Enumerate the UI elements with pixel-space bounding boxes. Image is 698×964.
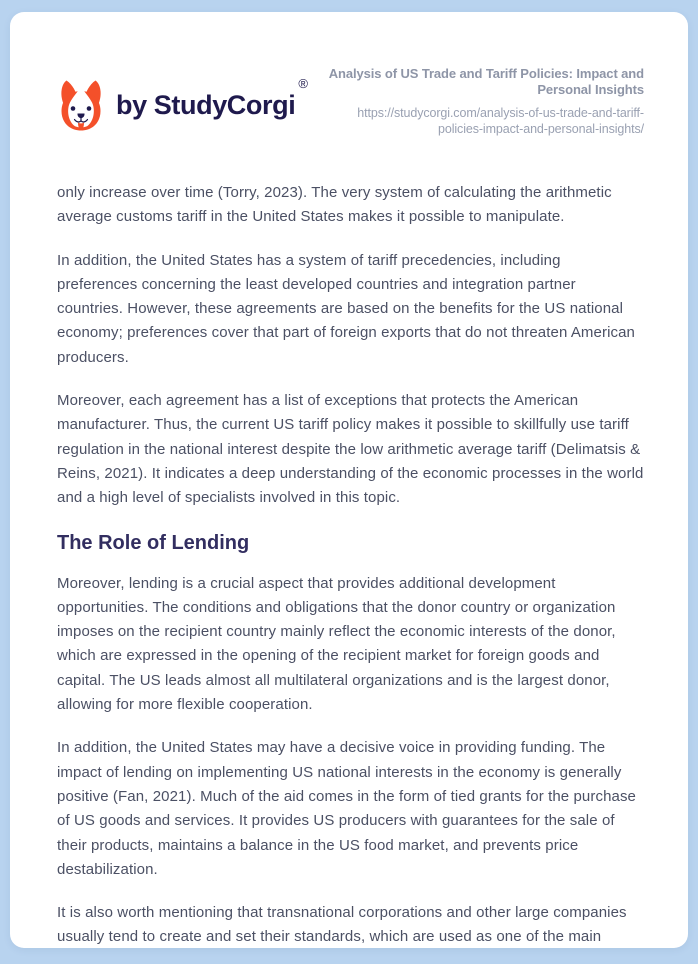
article-content bbox=[57, 181, 644, 948]
registered-trademark-icon: ® bbox=[298, 76, 308, 91]
paragraph: Moreover, each agreement has a list of exceptions that protects the American manufacturer. Thus, the current US tariff policy makes it possible to skillfully use tariff regulation in the national interest despite the low arithmetic average tariff (Delimatsis & Reins, 2021). It indicates a deep understanding of the economic processes in the world and a high level of specialists involved in this topic. bbox=[57, 392, 644, 507]
studycorgi-logo bbox=[57, 76, 308, 132]
document-header bbox=[57, 64, 644, 137]
document-url-link[interactable]: https://studycorgi.com/analysis-of-us-trade-and-tariff-policies-impact-and-personal-insights/ bbox=[357, 106, 644, 136]
paragraph: only increase over time (Torry, 2023). The very system of calculating the arithmetic average customs tariff in the United States makes it possible to manipulate. bbox=[57, 184, 612, 226]
document-title: Analysis of US Trade and Tariff Policies: Impact and Personal Insights bbox=[328, 66, 644, 97]
paragraph: In addition, the United States may have a decisive voice in providing funding. The impact of lending on implementing US national interests in the economy is generally positive (Fan, 2021). Much of the aid comes in the form of tied grants for the purchase of US goods and services. It provides US producers with guarantees for the sale of their products, maintains a balance in the US food market, and prevents price destabilization. bbox=[57, 739, 636, 878]
section-heading: The Role of Lending bbox=[57, 531, 250, 554]
paragraph: Moreover, lending is a crucial aspect that provides additional development opportunities. The conditions and obligations that the donor country or organization imposes on the recipient country mainly reflect the economic interests of the donor, which are expressed in the opening of the recipient market for foreign goods and capital. The US leads almost all multilateral organizations and is the largest donor, allowing for more flexible cooperation. bbox=[57, 574, 616, 714]
document-card bbox=[10, 12, 688, 948]
paragraph: In addition, the United States has a system of tariff precedencies, including preferences concerning the least developed countries and integration partner countries. However, these agreements are based on the benefits for the US national economy; preferences cover that part of foreign exports that do not threaten American producers. bbox=[57, 251, 635, 366]
brand-name: by StudyCorgi bbox=[116, 90, 296, 120]
document-meta bbox=[314, 64, 644, 137]
corgi-logo-icon bbox=[57, 79, 105, 132]
paragraph: It is also worth mentioning that transnational corporations and other large companies usually tend to create and set their standards, which are used as one of the main bbox=[57, 904, 627, 946]
